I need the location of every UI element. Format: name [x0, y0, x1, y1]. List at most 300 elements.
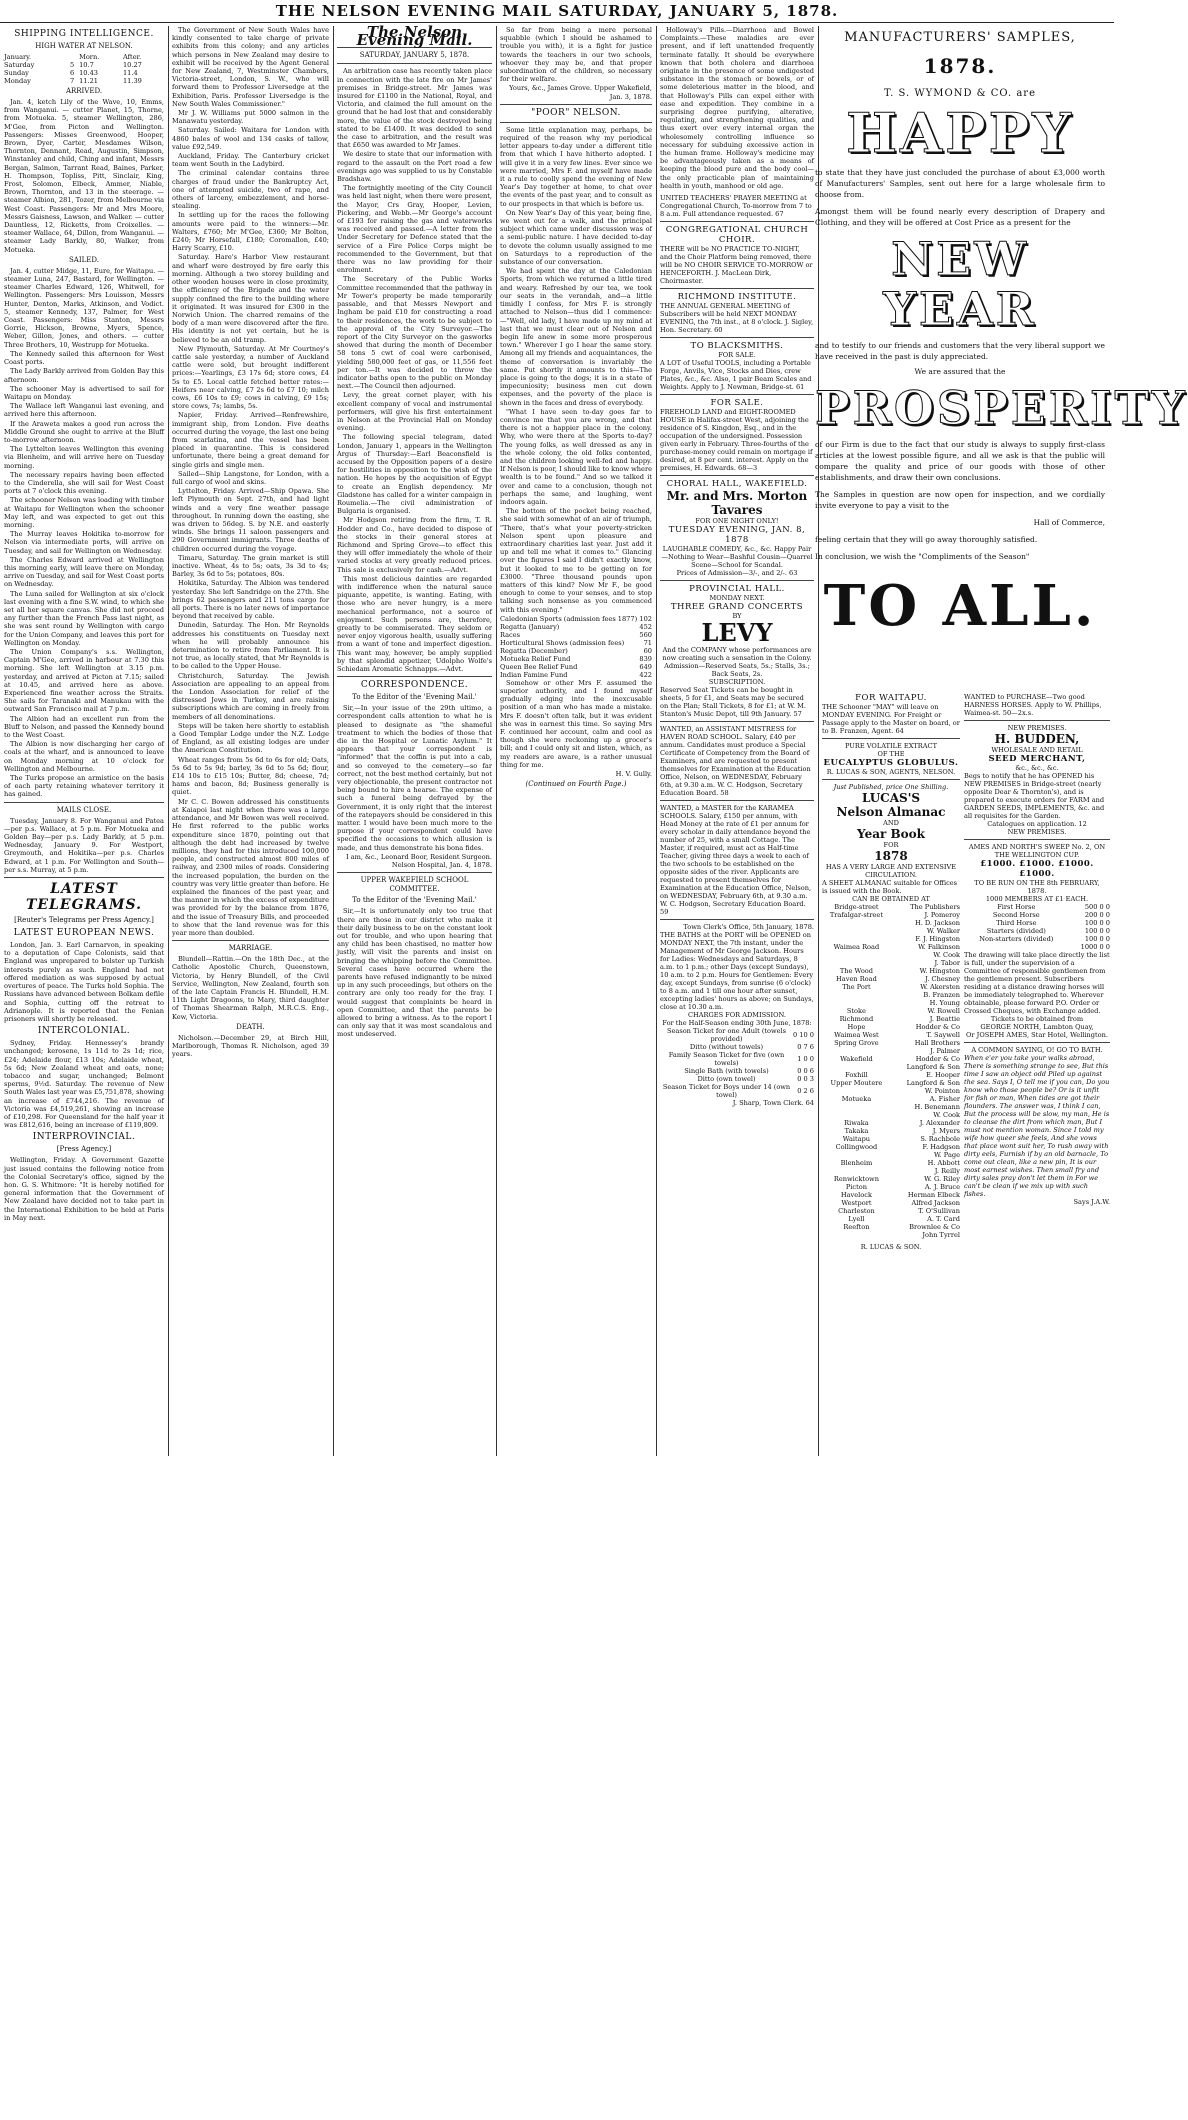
- news-paragraph: Christchurch, Saturday. The Jewish Association are appealing to an appeal from the London Association for relief of the distressed Jews in Turkey, and are raising subscriptions which are coming in freely from members of all denominations.: [172, 671, 329, 721]
- agent-place: Richmond: [839, 1015, 874, 1023]
- agent-name: B. Franzen: [923, 991, 960, 999]
- news-paragraph: New Plymouth, Saturday. At Mr Courtney's cattle sale yesterday, a number of Auckland cattle were sold, but brought indifferent prices:—Yearlings, £3 17s 6d; store cows, £4 5s to £5. Local cattle fetched better rates:—Heifers near calving, £7 2s 6d to £7 10; milch cows, £6 10s to £9; cows in calving, £9 15s; store cows, 7s; lambs, 5s.: [172, 344, 329, 411]
- eucalyptus-ad: [822, 739, 960, 780]
- masthead: THE NELSON EVENING MAIL SATURDAY, JANUARY 5, 1878.: [275, 2, 839, 20]
- poem-signature: Says J.A.W.: [1073, 1198, 1110, 1206]
- shipping-news: The necessary repairs having been effected to the Cinderella, she will sail for West Coast ports at 7 o'clock this evening.: [4, 470, 164, 496]
- ad-text: And the COMPANY whose performances are now creating such a sensation in the Colony.: [662, 646, 812, 663]
- agent-row: [822, 951, 960, 959]
- agent-place: [822, 1111, 891, 1119]
- ad-text: to state that they have just concluded the purchase of about £3,000 worth of Manufacturers' Samples, sent out here for a large wholesale firm to choose from.: [815, 168, 1105, 199]
- agent-row: [822, 1151, 960, 1159]
- divider: [337, 676, 492, 677]
- agent-name: Brownlee & Co: [909, 1223, 960, 1231]
- agent-row: [822, 1063, 960, 1071]
- prosperity-word: PROSPERITY: [815, 381, 1188, 435]
- news-paragraph: Dunedin, Saturday. The Hon. Mr Reynolds addresses his constituents on Tuesday next when he will probably announce his determination to retire from Parliament. It is not true, as locally stated, that Mr Reynolds is to be called to the Upper House.: [172, 621, 329, 671]
- agent-row: [822, 1167, 960, 1175]
- waitapu-ad: [822, 690, 960, 739]
- choral-hall-ad: [660, 476, 814, 581]
- teachers-prayer-ad: [660, 191, 814, 222]
- shipping-news: The schooner Nelson was loading with timber at Waitapu for Wellington when the schooner May left, and was expected to get out this morning.: [4, 496, 164, 529]
- agent-row: [822, 1031, 960, 1039]
- charity-item: Regatta (December): [500, 646, 568, 655]
- happy-word: HAPPY: [846, 101, 1074, 165]
- agent-name: John Tyrrel: [922, 1231, 960, 1239]
- agent-name: J. Alexander: [919, 1119, 960, 1127]
- ad-dateline: Town Clerk's Office, 5th January, 1878.: [683, 923, 814, 932]
- agent-name: Alfred Jackson: [911, 1199, 960, 1207]
- performer-name: LEVY: [701, 618, 773, 648]
- agent-name: Hodder & Co: [915, 1023, 960, 1031]
- letter-text: Sir,—It is unfortunately only too true that there are those in our district who make it their daily business to be on the constant look out for trouble, and who upon hearing that any child has been chastised, no matter how justly, will visit the parents and insist on bringing the whipping before the Committee. Several cases have occurred where the parents have refused indignantly to be mixed up in any such proceedings, but others on the contrary are only too ready for the fray. I would suggest that complaints be heard in open Committee, and that the parents be allowed to bring a witness. As to the report I can only say that it was most scandalous and most undeserved.: [337, 907, 492, 1039]
- ad-subheading: BY: [732, 612, 742, 621]
- agent-name: E. Hooper: [926, 1071, 960, 1079]
- agent-place: Upper Moutere: [830, 1079, 883, 1087]
- shipping-news: The Union Company's s.s. Wellington, Captain M'Gee, arrived in harbour at 7.30 this morning. She left Wellington at 3.15 p.m. yesterday, and arrived at Picton at 7.15; sailed at 10.45, and arrived here as above. Experienced fine weather across the Straits. She sails for Taranaki and Manukau with the outward San Francisco mail at 7 p.m.: [4, 648, 164, 714]
- shipping-news: The Turks propose an armistice on the basis of each party retaining whatever territory it has gained.: [4, 774, 164, 799]
- prize-line: £1000. £1000. £1000. £1000.: [980, 859, 1094, 879]
- charity-item: Regatta (January): [500, 622, 560, 631]
- prize-item: [964, 943, 1069, 951]
- letter-text: So far from being a mere personal squabble (which I should be ashamed to trouble you with), it is a fight for justice towards the teachers in our two schools, whoever they may be, and that proper subordination of the children, so necessary for their welfare.: [500, 26, 652, 84]
- charity-amount: 71: [643, 638, 652, 647]
- agent-name: A. Fisher: [929, 1095, 960, 1103]
- agent-place: [822, 959, 891, 967]
- charge-amount: 0 0 3: [797, 1075, 814, 1084]
- charge-item: Season Ticket for Boys under 14 (own towel): [662, 1083, 791, 1100]
- prize-amount: 1000 0 0: [1080, 943, 1110, 951]
- ad-agent: GEORGE NORTH, Lambton Quay,: [980, 1023, 1094, 1031]
- news-paragraph: Timaru, Saturday. The grain market is still inactive. Wheat, 4s to 5s; oats, 3s 3d to 4s; Barley, 3s 6d to 5s; potatoes, 80s.: [172, 553, 329, 579]
- baths-ad: [660, 920, 814, 1110]
- ad-text: LAUGHABLE COMEDY, &c., &c. Happy Pair—Nothing to Wear—Bashful Cousin—Quarrel Scene—School for Scandal.: [661, 545, 813, 570]
- agent-row: [822, 1135, 960, 1143]
- agent-name: S. Rachbole: [920, 1135, 960, 1143]
- agent-row: [822, 927, 960, 935]
- shipping-news: The Luna sailed for Wellington at six o'clock last evening with a fine S.W. wind, to which she set all her square canvas. She did not proceed any further than the French Pass last night, as she was sent round by Wellington with cargo for the Union Company, and leaves this port for Wellington on Monday.: [4, 589, 164, 647]
- ad-text: Begs to notify that he has OPENED his NEW PREMISES in Bridge-street (nearly opposite Dear & Thornton's), and is prepared to execute orders for FARM and GARDEN SEEDS, IMPLEMENTS, &c. and all requisites for the Garden.: [964, 772, 1105, 820]
- editorial-paragraph: Levy, the great cornet player, with his excellent company of vocal and instrumental performers, will give his first entertainment in Nelson at the Provincial Hall on Monday evening.: [337, 391, 492, 433]
- agent-place: [822, 1231, 891, 1239]
- ad-heading: RICHMOND INSTITUTE.: [677, 292, 797, 303]
- news-paragraph: Wheat ranges from 5s 6d to 6s for old; Oats, 5s 6d to 5s 9d; barley, 3s 6d to 5s 6d; flour, £14 10s to £15 10s; Butter, 8d; cheese, 7d; hams and bacon, 8d; Business generally is quiet.: [172, 755, 329, 797]
- agent-row: [822, 1079, 960, 1087]
- agent-name: J. Pomeroy: [924, 911, 960, 919]
- shipping-news: The Murray leaves Hokitika to-morrow for Nelson via intermediate ports, will arrive on Tuesday, and sail for Wellington on Wednesday.: [4, 530, 164, 555]
- charity-amount: 839: [639, 654, 652, 663]
- wanted-master-ad: [660, 801, 814, 920]
- agent-row: [822, 959, 960, 967]
- masthead-rule: [0, 22, 1114, 23]
- ad-price: Admission—Reserved Seats, 5s.; Stalls, 3s.; Back Seats, 2s.: [664, 662, 810, 679]
- ad-text: We are assured that the: [914, 367, 1006, 376]
- prize-amount: 500 0 0: [1084, 903, 1110, 911]
- charge-amount: 1 0 0: [797, 1055, 814, 1064]
- agent-row: [822, 1223, 960, 1231]
- agent-name: Hodder & Co: [915, 1055, 960, 1063]
- telegrams-heading: LATEST TELEGRAMS.: [25, 881, 143, 914]
- intercolonial-heading: INTERCOLONIAL.: [37, 1026, 131, 1037]
- ad-text: The Samples in question are now open for inspection, and we cordially invite everyone to pay a visit to the: [815, 490, 1105, 510]
- tide-cell: Sunday: [4, 69, 29, 77]
- agent-name: W. Cook: [933, 1111, 960, 1119]
- shipping-news: The Lady Barkly arrived from Golden Bay this afternoon.: [4, 367, 164, 384]
- agent-place: Trafalgar-street: [829, 911, 883, 919]
- agent-place: Westport: [841, 1199, 872, 1207]
- divider: [4, 877, 164, 878]
- agent-row: [822, 903, 960, 911]
- tide-cell: 7: [69, 77, 75, 85]
- ad-text: A LOT of Useful TOOLS, including a Portable Forge, Anvils, Vice, Stocks and Dies, crew Plates, &c., &c. Also, 1 pair Beam Scales and Weights. Apply to J. Newman, Bridge-st. 61: [660, 359, 812, 392]
- ad-price: Prices of Admission—3/-, and 2/-. 63: [676, 569, 798, 578]
- poor-nelson-heading: "POOR" NELSON.: [531, 107, 621, 118]
- letter-signature: I am, &c., Leonard Boor, Resident Surgeon. Nelson Hospital, Jan. 4, 1878.: [345, 852, 492, 870]
- for-sale-ad: [660, 395, 814, 476]
- agent-row: [822, 1143, 960, 1151]
- interprovincial-heading: INTERPROVINCIAL.: [32, 1132, 136, 1143]
- shipping-news: The Wallace left Wanganui last evening, and arrived here this afternoon.: [4, 402, 164, 419]
- sailed-heading: SAILED.: [69, 255, 99, 264]
- choir-ad: [660, 222, 814, 289]
- agent-name: H. Young: [929, 999, 960, 1007]
- provincial-hall-ad: [660, 581, 814, 722]
- agent-name: W. Hingston: [919, 967, 960, 975]
- wanted-mistress-ad: [660, 722, 814, 801]
- holloway-ad: Holloway's Pills.—Diarrhoea and Bowel Complaints.—These maladies are ever present, and if left unattended frequently terminate fatally. It should be everywhere known that both cholera and diarrhoea originate in the presence of some undigested substance in the stomach or bowels, or of some deleterious matter in the blood, and that Holloway's Pills can expel either with ease and expedition. They combine in a surprising degree purifying, alterative, regulating, and strengthening qualities, and thus exert over every internal organ the wholesomely controlling influence so necessary for subduing excessive action in the human frame. Holloway's medicine may be advantageously taken as a means of keeping the blood pure and the body cool—the only practicable plan of maintaining health in youth, manhood or old age.: [660, 26, 814, 190]
- editorial-paragraph: An arbitration case has recently taken place in connection with the late fire on Mr James' premises in Bridge-street. Mr James was insured for £1100 in the National, Royal, and Victoria, and claimed the full amount on the ground that he had lost that and considerably more, the value of the stock destroyed being stated to be £1400. It was decided to send the case to arbitration, and the result was that £650 was awarded to Mr James.: [337, 67, 492, 150]
- poor-paragraph: Some little explanation may, perhaps, be required of the reason why my periodical letter appears to-day under a different title from that which I have hitherto adopted. I will give it in a very few lines. Ever since we were married, Mrs F. and myself have made it a rule to coolly spend the evening of New Year's Day together at home, to chat over the events of the past year, and to consult as to our prospects in that which is before us.: [500, 125, 652, 208]
- prize-item: First Horse: [997, 903, 1036, 911]
- agent-place: Lyell: [848, 1215, 865, 1223]
- sweep-ad: [964, 840, 1110, 1043]
- agent-place: Charleston: [838, 1207, 875, 1215]
- ad-firm: T. S. WYMOND & CO. are: [883, 88, 1037, 99]
- divider: [500, 104, 652, 105]
- ad-heading: PROVINCIAL HALL.: [689, 584, 785, 595]
- agent-row: [822, 1055, 960, 1063]
- prize-item: Second Horse: [992, 911, 1040, 919]
- ad-subheading: PURE VOLATILE EXTRACT: [845, 742, 937, 750]
- agent-name: J. Palmer: [930, 1047, 960, 1055]
- ad-subheading: FOR: [883, 841, 899, 849]
- ad-heading: A COMMON SAYING, O! GO TO BATH.: [971, 1046, 1103, 1054]
- column-2: [172, 26, 329, 1456]
- merchant-name: H. BUDDEN,: [994, 732, 1080, 746]
- agent-row: [822, 1015, 960, 1023]
- sailed-text: Jan. 4, cutter Midge, 11, Eure, for Waitapu. — steamer Luna, 247, Bastard, for Wellington. — steamer Charles Edward, 126, Whitwell, for Wellington. Passengers: Mrs Louisson, Messrs Hunter, Denton, Marks, Atkinson, and Vodict. 5, steamer Kennedy, 137, Palmer, for West Coast. Passengers: Miss Stanton, Messrs Gorrie, Hickson, Browne, Myers, Spence, Weber, Gillon, Jones, and others. — cutter Three Brothers, 10, Westrupp for Motueka.: [4, 266, 164, 349]
- news-paragraph: Mr C. C. Bowen addressed his constituents at Kaiapoi last night when there was a large attendance, and Mr Bowen was well received. He first referred to the public works expenditure since 1870, pointing out that although the debt had increased by twelve millions, they had for this introduced 100,000 people, and constructed almost 800 miles of railway, and 2300 miles of roads. Considering the increased population, the burden on the country was very little greater than before. He explained the finances of the past year, and the manner in which the excess of expenditure was provided for by the balance from 1876, and the issue of Treasury Bills, and proceeded to show that the land revenue was for this year more than doubled.: [172, 797, 329, 937]
- tide-cell: 10.7: [79, 61, 94, 69]
- agent-name: J. Reilly: [934, 1167, 960, 1175]
- prize-item: Starters (divided): [986, 927, 1046, 935]
- agent-name: W. Falkinson: [918, 943, 960, 951]
- ad-agent: R. LUCAS & SON, AGENTS, NELSON.: [826, 768, 956, 776]
- charity-item: Queen Bee Relief Fund: [500, 662, 578, 671]
- ad-heading: AMES AND NORTH'S SWEEP No. 2, ON THE WELLINGTON CUP.: [968, 843, 1106, 859]
- marriage-heading: MARRIAGE.: [228, 944, 273, 953]
- agent-place: [822, 1047, 891, 1055]
- agent-place: Wakefield: [840, 1055, 873, 1063]
- news-paragraph: Saturday. Sailed: Waitara for London with 4860 bales of wool and 134 casks of tallow, value £92,549.: [172, 126, 329, 151]
- agent-row: [822, 943, 960, 951]
- charity-item: Motueka Relief Fund: [500, 654, 571, 663]
- shipping-heading: SHIPPING INTELLIGENCE.: [14, 29, 154, 39]
- almanac-year: 1878: [874, 849, 908, 863]
- agent-place: Haven Road: [836, 975, 877, 983]
- almanac-title: Nelson Almanac: [836, 805, 946, 819]
- ad-text: WANTED, a MASTER for the KARAMEA SCHOOLS. Salary, £150 per annum, with Head Money at the rate of £1 per annum for every scholar in daily attendance beyond the number of 25, with a small Cottage. The Master, if required, must act as Half-time Teacher, giving three days a week to each of the two schools to be established on the opposite sides of the river. Applicants are requested to present themselves for Examination at the Education Office, Nelson, on WEDNESDAY, February 6th, at 9.30 a.m. W. C. Hodgson, Secretary Education Board. 59: [660, 804, 812, 917]
- divider: [500, 122, 652, 123]
- intercolonial-text: Sydney, Friday. Hennessey's brandy unchanged; kerosene, 1s 11d to 2s 1d; rice, £24; Adelaide flour, £13 10s; Adelaide wheat, 5s 6d; New Zealand wheat and oats, none; tobacco and sugar, unchanged; Belmont sperms, 9½d. Saturday. The revenue of New South Wales last year was £5,751,878, showing an increase of £744,216. The revenue of Victoria was £4,519,261, showing an increase of £10,298. For Queensland for the half year it was £812,616, being an increase of £119,809.: [4, 1039, 164, 1130]
- shipping-news: The Kennedy sailed this afternoon for West Coast ports.: [4, 349, 164, 367]
- charity-amount: 649: [639, 662, 652, 671]
- column-6: [822, 690, 960, 2120]
- ad-subheading: For the Half-Season ending 30th June, 1878:: [662, 1019, 812, 1028]
- column-1: [4, 26, 164, 1456]
- tide-cell: Saturday: [4, 61, 35, 69]
- agent-name: Herman Elbeck: [907, 1191, 960, 1199]
- agent-place: Foxhill: [845, 1071, 868, 1079]
- ad-subheading: AND: [883, 819, 899, 827]
- new-year-word: NEW YEAR: [883, 232, 1037, 336]
- news-paragraph: Auckland, Friday. The Canterbury cricket team went South in the Ladybird.: [172, 152, 329, 169]
- agent-place: [822, 927, 891, 935]
- agent-place: Blenheim: [840, 1159, 873, 1167]
- ad-subheading: FOR ONE NIGHT ONLY!: [695, 517, 779, 526]
- ad-text: The drawing will take place directly the list is full, under the supervision of a Committee of responsible gentlemen from the gentlemen present. Subscribers residing at a distance drawing horses will be immediately telegraphed to. Wherever obtainable, please forward P.O. Order or Crossed Cheques, with Exchange added.: [964, 951, 1110, 1015]
- column-3: [337, 23, 492, 1456]
- agent-place: [822, 919, 891, 927]
- tide-cell: 11.21: [79, 77, 98, 85]
- ad-text: UNITED TEACHERS' PRAYER MEETING at Congregational Church, To-morrow from 7 to 8 a.m. Full attendance requested. 67: [660, 194, 812, 219]
- ad-subheading: SEED MERCHANT,: [988, 754, 1086, 764]
- ad-text: In conclusion, we wish the "Compliments of the Season": [815, 552, 1030, 561]
- tide-cell: 11.4: [122, 69, 138, 77]
- charge-amount: 0 2 6: [797, 1087, 814, 1096]
- high-water-heading: HIGH WATER AT NELSON.: [35, 42, 133, 50]
- agent-place: Reefton: [843, 1223, 870, 1231]
- mails-text: Tuesday, January 8. For Wanganui and Patea—per p.s. Wallace, at 5 p.m. For Motueka and Golden Bay—per p.s. Lady Barkly, at 5 p.m. Wednesday, January 9. For Westport, Greymouth, and Hokitika—per p.s. Charles Edward, at 1 p.m. For Wellington and South—per s.s. Murray, at 5 p.m.: [4, 816, 164, 874]
- ad-text: Reserved Seat Tickets can be bought in sheets, 5 for £1, and Seats may be secured on the Plan; Stall Tickets, 8 for £1; at W. M. Stanton's Music Depot, till 9th January. 57: [660, 686, 806, 719]
- agent-name: J. Chesney: [925, 975, 960, 983]
- divider: [337, 63, 492, 64]
- charge-item: Ditto (without towels): [689, 1043, 764, 1052]
- harness-ad: [964, 690, 1110, 721]
- ad-text: THE BATHS at the PORT will be OPENED on MONDAY NEXT, the 7th instant, under the Management of Mr George Jackson. Hours for Ladies: Wednesdays and Saturdays, 8 a.m. to 1 p.m.; other Days (except Sundays), 10 a.m. to 2 p.m. Hours for Gentlemen: Every day, except Sundays, from sunrise (6 o'clock) to 8 a.m. and 1 till one hour after sunset, excepting ladies' hours as above; on Sundays, close at 10.30 a.m.: [660, 931, 814, 1012]
- news-paragraph: Steps will be taken here shortly to establish a Good Templar Lodge under the N.Z. Lodge of England, as all existing lodges are under the American Constitution.: [172, 721, 329, 755]
- agent-place: Waimea Road: [833, 943, 880, 951]
- agent-name: J. Myers: [932, 1127, 960, 1135]
- charge-item: Family Season Ticket for five (own towels): [668, 1051, 785, 1068]
- ad-subheading: &c., &c., &c.: [1015, 764, 1059, 772]
- agent-row: [822, 1215, 960, 1223]
- charity-amount: 422: [639, 670, 652, 679]
- agent-name: W. G. Riley: [924, 1175, 960, 1183]
- agent-name: T. Saywell: [926, 1031, 960, 1039]
- agent-row: [822, 1103, 960, 1111]
- ad-subheading: Just Published, price One Shilling.: [833, 783, 949, 791]
- agent-place: Motueka: [841, 1095, 872, 1103]
- ad-agent: R. LUCAS & SON.: [860, 1243, 922, 1251]
- ad-text: of our Firm is due to the fact that our study is always to supply first-class articles at the lowest possible figure, and all we ask is that the public will compare the quality and price of our goods with those of other establishments, and draw their own conclusions.: [815, 440, 1105, 482]
- charity-item: Horticultural Shows (admission fees): [500, 638, 625, 647]
- news-paragraph: Saturday. Hare's Harbor View restaurant and wharf were destroyed by fire early this morning. Although a two storey building and other wooden houses were in close proximity, the efficiency of the Brigade and the water supply confined the fire to the building where it originated. It was insured for £300 in the Norwich Union. The charred remains of the body of a man were discovered after the fire. His identity is not yet certain, but he is believed to be an old tramp.: [172, 253, 329, 344]
- prize-amount: 100 0 0: [1084, 919, 1110, 927]
- column-rule: [168, 26, 169, 1456]
- agent-place: Picton: [845, 1183, 867, 1191]
- letter-text: Sir,—In your issue of the 29th ultimo, a correspondent calls attention to what he is pleased to designate as "the shameful treatment to which the bodies of those that die in the Hospital or Lunatic Asylum." It appears that your correspondent is "informed" that the coffin is put into a cab, and so conveyed to the cemetery—so far correct, not the best method certainly, but not very objectionable, the present contractor not being bound to hire a hearse. The expense of such a funeral being defrayed by the Government, it is only right that the interest of the ratepayers should be considered in this matter. I would have been much more to the purpose if your correspondent could have specified the occasions to which allusion is made, and thus demonstrate his bona fides.: [337, 704, 492, 852]
- tide-cell: 11.39: [122, 77, 142, 85]
- agent-row: [822, 919, 960, 927]
- ad-title: MANUFACTURERS' SAMPLES,: [844, 30, 1076, 45]
- agent-name: W. Walker: [926, 927, 960, 935]
- ad-signature: J. Sharp, Town Clerk. 64: [732, 1099, 814, 1108]
- prize-amount: 200 0 0: [1084, 911, 1110, 919]
- shipping-news: If the Araweta makes a good run across the Middle Ground she ought to arrive at the Bluff to-morrow afternoon.: [4, 419, 164, 444]
- ad-text: Catalogues on application. 12: [987, 820, 1087, 828]
- news-paragraph: Mr J. W. Williams put 5000 salmon in the Manawatu yesterday.: [172, 109, 329, 126]
- agent-name: F. Hadgson: [922, 1143, 960, 1151]
- editorial-paragraph: The Secretary of the Public Works Committee recommended that the pathway in Mr Tower's property be made temporarily passable, and that Messrs Newport and Ingham be paid £10 for constructing a road to their residences, the work to be subject to the approval of the City Surveyor.—The report of the City Surveyor on the gasworks showed that during the month of December 58 tons 5 cwt of coal were carbonised, yielding 580,000 feet of gas, or 11,556 feet per ton.—It was decided to throw the indicator baths open to the public on Monday next.—The Council then adjourned.: [337, 275, 492, 391]
- paper-title: The Nelson Evening Mail.: [356, 23, 473, 50]
- european-text: London, Jan. 3. Earl Carnarvon, in speaking to a deputation of Cape Colonists, said that England was unprepared to bolster up Turkish interests purely as such. England had not offered mediation as was supposed by actual overtures of peace. The Turks hold Sophia. The Russians have advanced between Bolkam defile and Sophia, cutting off the retreat to Adrianople. It is reported that the Fenian prisoners will shortly be released.: [4, 941, 164, 1023]
- agent-place: [822, 991, 891, 999]
- agent-row: [822, 1199, 960, 1207]
- agent-place: Spring Grove: [834, 1039, 879, 1047]
- prize-amount: 100 0 0: [1084, 935, 1110, 943]
- agent-name: J. Tabor: [934, 959, 960, 967]
- charge-amount: 0 10 0: [793, 1031, 814, 1040]
- press-agency-subheading: [Press Agency.]: [56, 1145, 112, 1154]
- charge-item: Ditto (own towel): [697, 1075, 756, 1084]
- agent-name: T. O'Sullivan: [918, 1207, 960, 1215]
- ad-text: A SHEET ALMANAC suitable for Offices is issued with the Book.: [822, 879, 958, 895]
- to-editor: To the Editor of the 'Evening Mail.': [352, 693, 477, 702]
- agent-row: [822, 1007, 960, 1015]
- ad-agent: Or JOSEPH AMES, Star Hotel, Wellington.: [966, 1031, 1108, 1039]
- agent-name: F. J. Hingston: [915, 935, 960, 943]
- agent-place: [822, 1151, 891, 1159]
- richmond-ad: [660, 289, 814, 338]
- news-paragraph: The Government of New South Wales have kindly consented to take charge of private exhibits from this colony; and any articles which persons in New Zealand may desire to exhibit will be received by the Agent General for New Zealand, 7, Westminster Chambers, Victoria-street, London, S. W., who will forward them to Professor Liversedge at the Exhibition, Paris. Professor Liversedge is the New South Wales Commissioner.": [172, 26, 329, 108]
- wymond-ad: [815, 30, 1188, 685]
- arrived-text: Jan. 4, ketch Lily of the Wave, 10, Emms, from Wanganui. — cutter Planet, 15, Thorne, from Motueka. 5, steamer Wellington, 286, M'Gee, from Picton and Wellington. Passengers: Misses Greenwood, Hooper, Brown, Dyer, Carter, Mesdames Wilson, Thornton, Dennant, Read, Augustin, Simpson, Winstanley and child, Ching and infant, Messrs Bergan, Salmon, Tarrant Read, Baines, Parker, H. Thompson, Topliss, Pitt, Sinclair, King, Frost, Solomon, Elbeck, Ammer, Niable, Brown, Thornton, and 13 in the steerage. — steamer Albion, 281, Tozer, from Melbourne via West Coast. Passengers: Mr and Mrs Moore, Messrs Gaisness, Lawson, and Walker. — cutter Dauntless, 12, Ricketts, from Croixelles. — steamer Wallace, 64, Dillon, from Wanganui. — steamer Lady Barkly, 80, Walker, from Motueka.: [4, 98, 164, 254]
- agent-place: Havelock: [840, 1191, 872, 1199]
- agent-place: [822, 935, 891, 943]
- charity-amount: 560: [639, 630, 652, 639]
- product-name: EUCALYPTUS GLOBULUS.: [823, 758, 959, 768]
- agent-place: Waimea West: [834, 1031, 879, 1039]
- tide-cell: 10.27: [122, 61, 142, 69]
- agent-row: [822, 975, 960, 983]
- agent-name: W. Rowell: [927, 1007, 960, 1015]
- agent-name: W. Page: [933, 1151, 960, 1159]
- agents-table: [822, 903, 960, 1239]
- news-paragraph: Lyttelton, Friday. Arrived—Ship Opawa. She left Plymouth on Sept. 27th, and had light winds and a very fine weather passage throughout. In running down the easting, she was driven to 56deg. S. by N.E. and easterly winds. She brings 11 saloon passengers and 290 Government immigrants. Three deaths of children occurred during the voyage.: [172, 487, 329, 553]
- agent-name: H. D. Jackson: [914, 919, 960, 927]
- column-4: [500, 26, 652, 1456]
- shipping-news: The Charles Edward arrived at Wellington this morning early, will leave there on Monday, arrive on Tuesday, and sail for West Coast ports on Wednesday.: [4, 555, 165, 589]
- ad-text: WANTED, an ASSISTANT MISTRESS for HAVEN ROAD SCHOOL. Salary, £40 per annum. Candidates must produce a Special Certificate of Competency from the Board of Examiners, and are requested to present themselves for Examination at the Education Office, Nelson, on WEDNESDAY, February 6th, at 9.30 a.m. W. C. Hodgson, Secretary Education Board. 58: [660, 725, 811, 798]
- mails-heading: MAILS CLOSE.: [56, 805, 112, 814]
- agent-row: [822, 935, 960, 943]
- agent-name: Langford & Son: [906, 1063, 960, 1071]
- interprovincial-text: Wellington, Friday. A Government Gazette just issued contains the following notice from the Colonial Secretary's office, signed by the hon. G. S. Whitmore: "It is hereby notified for general information that the Government of New Zealand have decided not to take part in the International Exhibition to be held at Paris in May next.: [4, 1156, 164, 1222]
- almanac-title: Year Book: [857, 827, 925, 841]
- charity-amount: 452: [639, 622, 652, 631]
- ad-subheading: WHOLESALE AND RETAIL: [991, 746, 1083, 754]
- divider: [4, 802, 164, 803]
- editorial-paragraph: Mr Hodgson retiring from the firm, T. R. Hodder and Co., have decided to dispose of the stocks in their general stores at Richmond and Spring Grove—to effect this they will offer immediately the whole of their varied stocks at very greatly reduced prices. This sale is exclusively for cash.—Advt.: [337, 516, 492, 574]
- agent-row: [822, 1159, 960, 1167]
- agent-name: W. Akersten: [920, 983, 960, 991]
- agent-row: [822, 999, 960, 1007]
- ad-text: Tickets to be obtained from: [990, 1015, 1084, 1023]
- agent-row: [822, 991, 960, 999]
- performer-name: Mr. and Mrs. Morton Tavares: [666, 489, 808, 518]
- to-editor: To the Editor of the 'Evening Mail.': [352, 896, 477, 905]
- poor-paragraph: Somehow or other Mrs F. assumed the superior authority, and I found myself gradually edging into the inexcusable position of a man who has made a mistake. Mrs F. doesn't often talk, but it was evident she was in earnest this time. So saying Mrs F. continued her account, calm and cool as though she were reckoning up a grocer's bill; and I could only sit and listen, which, as my readers are aware, is a rather unusual thing for me.: [500, 678, 652, 769]
- agent-name: H. Abbott: [927, 1159, 960, 1167]
- agent-place: Waitapu: [842, 1135, 871, 1143]
- ad-text: THE ANNUAL GENERAL MEETING of Subscribers will be held NEXT MONDAY EVENING, the 7th inst., at 8 o'clock. J. Sigley, Hon. Secretary. 60: [660, 302, 814, 335]
- editorial-paragraph: This most delicious dainties are regarded with indifference when the natural sauce piquante, appetite, is wanting. Eating, with those who are never hungry, is a mere mechanical performance, not a source of enjoyment. Such persons are, therefore, greatly to be commiserated. They seldom or never enjoy vigorous health, usually suffering from a want of tone and imperfect digestion. This want may, however, be amply supplied by that splendid appetizer, Udolpho Wolfe's Schiedam Aromatic Schnapps.—Advt.: [337, 574, 492, 674]
- ad-year: 1878.: [923, 54, 997, 78]
- event-date: TUESDAY EVENING, JAN. 8, 1878: [668, 525, 806, 546]
- ad-heading: NEW PREMISES.: [1007, 724, 1067, 732]
- agent-row: [822, 1111, 960, 1119]
- blacksmiths-ad: [660, 338, 814, 395]
- upper-wakefield-heading: UPPER WAKEFIELD SCHOOL COMMITTEE.: [360, 876, 469, 894]
- ad-text: and to testify to our friends and customers that the very liberal support we have received in the past is duly appreciated.: [815, 341, 1105, 361]
- ad-text: WANTED to PURCHASE—Two good HARNESS HORSES. Apply to W. Phillips, Waimea-st. 50—2x.s.: [964, 693, 1102, 717]
- ad-subheading: THREE GRAND CONCERTS: [670, 602, 804, 613]
- agent-row: [822, 1071, 960, 1079]
- charge-item: Single Bath (with towels): [684, 1067, 769, 1076]
- ad-text: Amongst them will be found nearly every description of Drapery and Clothing, and they will be offered at Cost Price as a present for the: [815, 207, 1105, 227]
- charge-amount: 0 7 6: [797, 1043, 814, 1052]
- agent-name: Langford & Son: [906, 1079, 960, 1087]
- ad-subheading: SUBSCRIPTION.: [708, 678, 766, 687]
- marriage-text: Blundell—Rattin.—On the 18th Dec., at the Catholic Apostolic Church, Queenstown, Victoria, by Henry Blundell, of the Civil Service, Wellington, New Zealand, fourth son of the late Captain Francis H. Blundell, H.M. 11th Light Dragoons, to Mary, third daughter of Thomas Shearman Ralph, M.R.C.S. Eng., Kew, Victoria.: [172, 955, 329, 1021]
- agent-place: The Wood: [839, 967, 873, 975]
- tide-head: Morn.: [79, 53, 100, 61]
- agent-place: [822, 1103, 891, 1111]
- continued-note: (Continued on Fourth Page.): [525, 780, 627, 789]
- agent-name: A. T. Card: [927, 1215, 960, 1223]
- agent-row: [822, 1087, 960, 1095]
- poor-paragraph: We had spent the day at the Caledonian Sports, from which we returned a little tired and weary. Refreshed by our tea, we took our seats in the verandah, and—a little timidly I confess, for Mrs F. is strongly attached to Nelson—thus did I commence:—"Well, old lady, I have made up my mind at last that we must clear out of Nelson and begin life anew in some more prosperous town." Wherever I go I hear the same story. Among all my friends and acquaintances, the theme of conversation is invariably the same. Put shortly it amounts to this—The place is going to the dogs; it is in a state of impecuniosity; business men cut down expenses, and the poverty of the place is shown in the faces and dress of everybody.: [500, 267, 652, 407]
- budden-ad: [964, 721, 1110, 840]
- ad-subheading: TO BE RUN ON THE 8th FEBRUARY, 1878.: [974, 879, 1100, 895]
- ad-subheading: HAS A VERY LARGE AND EXTENSIVE CIRCULATION.: [825, 863, 957, 879]
- agent-place: [822, 1167, 891, 1175]
- agent-place: Riwaka: [844, 1119, 869, 1127]
- agent-row: [822, 1039, 960, 1047]
- agent-name: Hall Brothers: [914, 1039, 960, 1047]
- charge-amount: 0 0 6: [797, 1067, 814, 1076]
- agent-place: Bridge-street: [834, 903, 879, 911]
- agent-row: [822, 1183, 960, 1191]
- agent-row: [822, 1175, 960, 1183]
- prize-item: Third Horse: [996, 919, 1037, 927]
- ad-heading: NEW PREMISES.: [1007, 828, 1067, 836]
- charity-item: Caledonian Sports (admission fees 1877): [500, 614, 638, 623]
- poor-paragraph: "What I have seen to-day goes far to convince me that you are wrong, and that there is not a happier place in the colony. Why, who were there at the Sports to-day? The young folks, as well dressed as any in the whole colony, the old folks contented, and the children looking well-fed and happy. If Nelson is poor, I should like to know where wealth is to be found." And so we talked it over and came to a conclusion, though not perhaps the same, and laughing, went indoors again.: [500, 407, 652, 506]
- charity-amount: 60: [643, 646, 652, 655]
- agent-name: The Publishers: [910, 903, 960, 911]
